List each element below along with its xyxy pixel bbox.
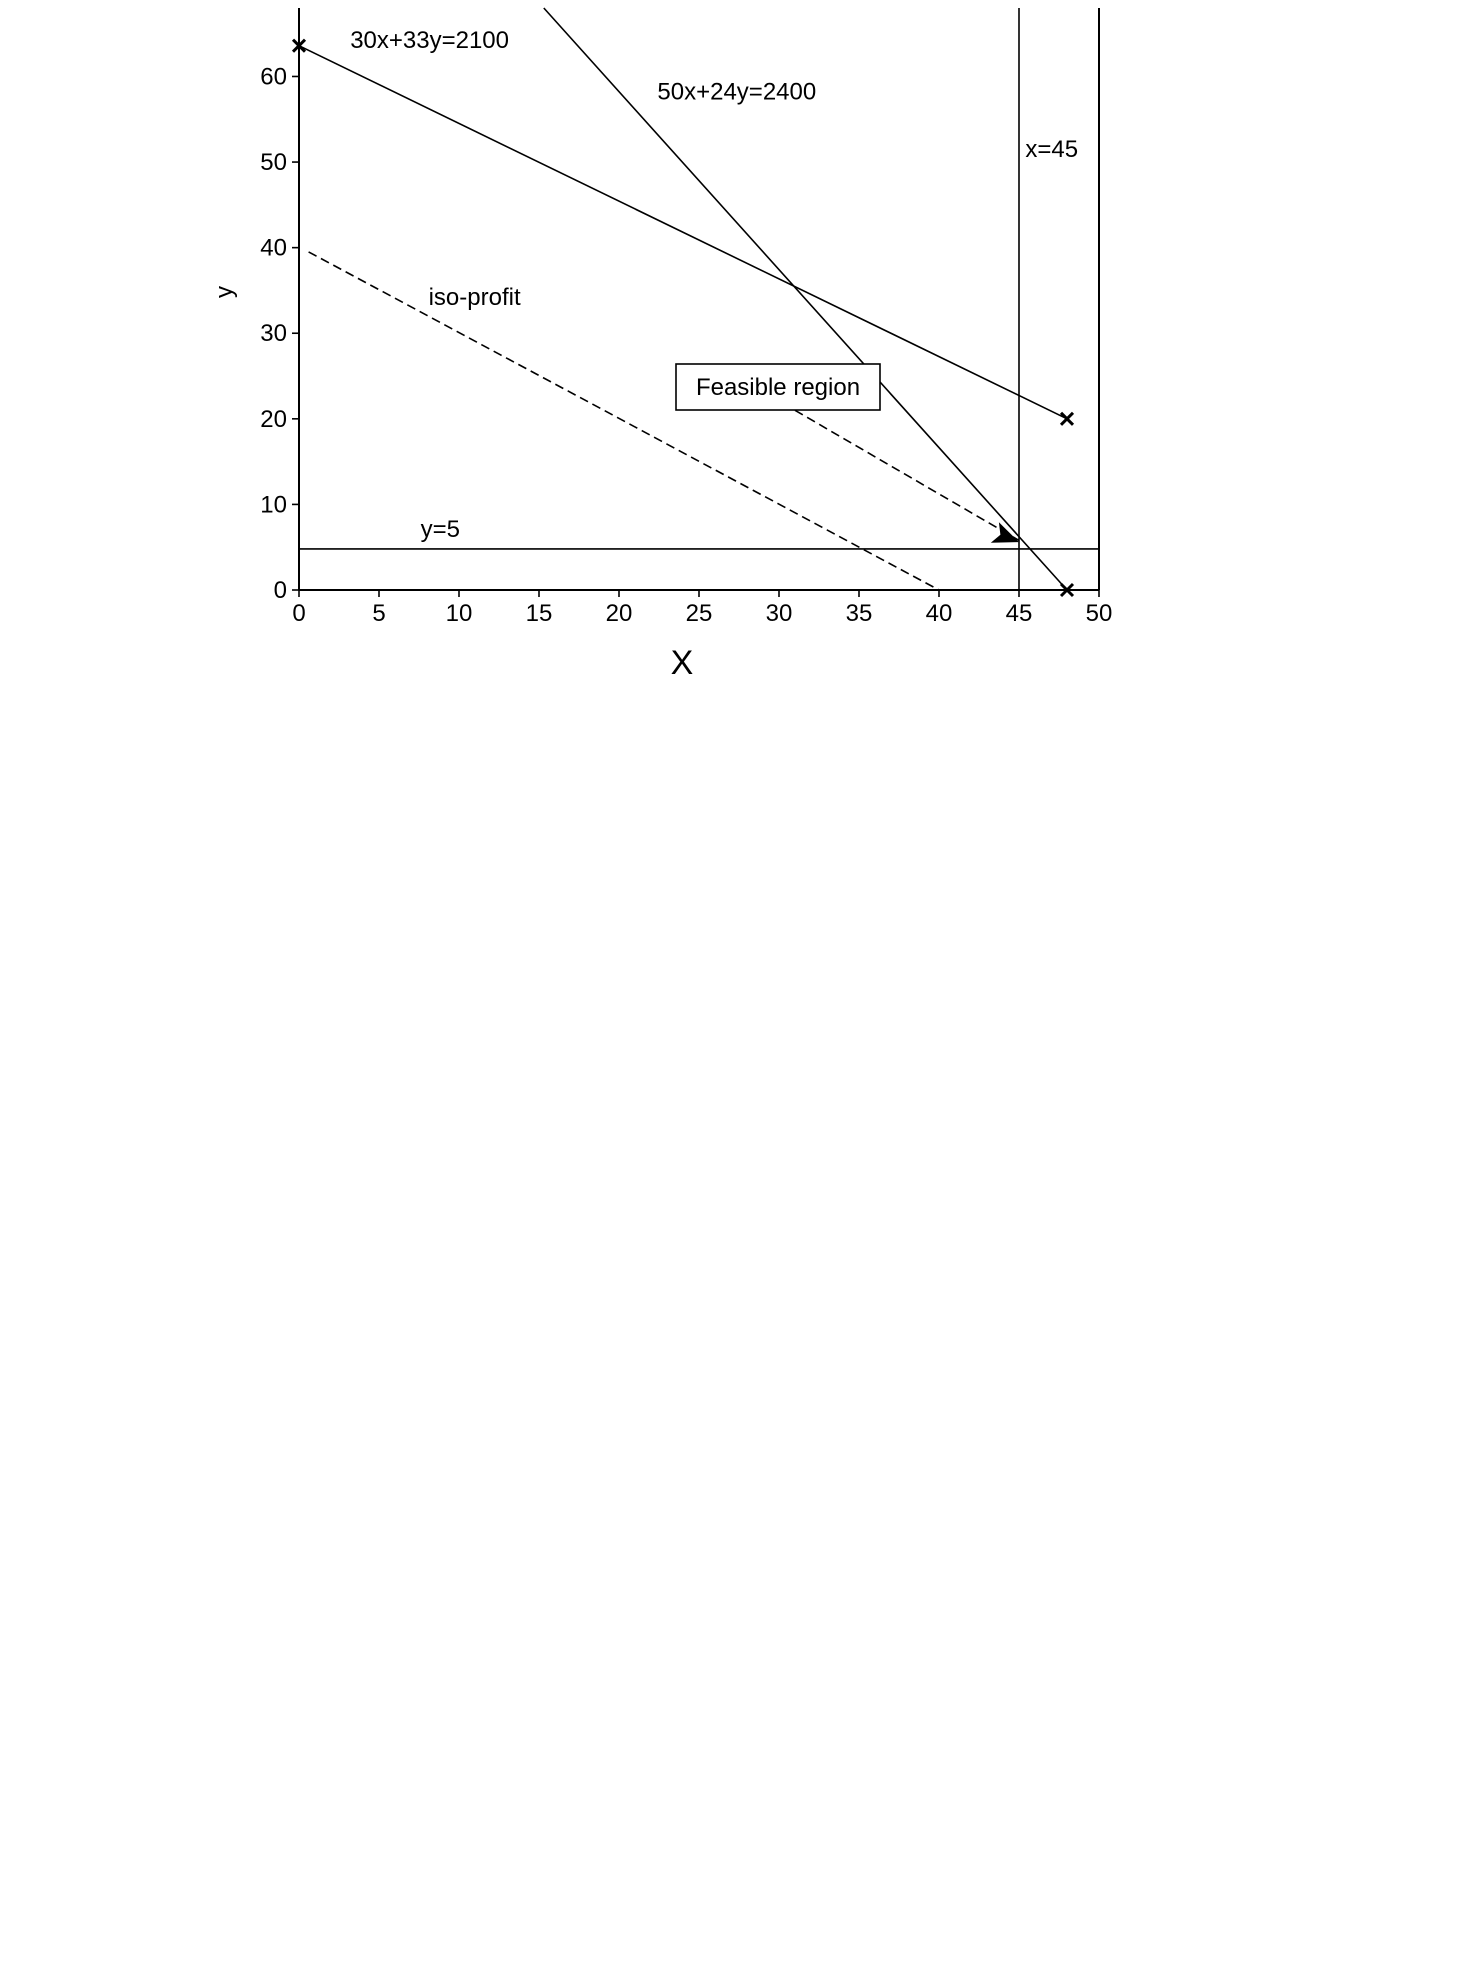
series-line-iso-profit bbox=[309, 252, 939, 590]
x-tick-label: 5 bbox=[372, 600, 386, 627]
annotation-y-5: y=5 bbox=[420, 515, 460, 543]
x-tick-label: 40 bbox=[925, 600, 953, 627]
annotation-iso-profit: iso-profit bbox=[428, 283, 521, 311]
y-tick-label: 10 bbox=[260, 491, 287, 519]
annotation-50x-24y-2400: 50x+24y=2400 bbox=[657, 78, 817, 106]
x-marker bbox=[1061, 413, 1073, 425]
annotation-x-45: x=45 bbox=[1025, 135, 1079, 163]
x-tick-label: 25 bbox=[685, 600, 713, 627]
x-tick-label: 45 bbox=[1005, 600, 1033, 627]
x-tick-label: 15 bbox=[525, 600, 553, 627]
y-tick-label: 0 bbox=[273, 577, 287, 604]
x-tick-label: 30 bbox=[765, 600, 793, 627]
x-axis-label: X bbox=[670, 644, 694, 682]
x-tick-label: 50 bbox=[1085, 600, 1113, 627]
y-tick-label: 50 bbox=[260, 149, 287, 177]
y-tick-label: 60 bbox=[260, 63, 287, 91]
x-tick-label: 0 bbox=[292, 600, 306, 627]
y-tick-label: 30 bbox=[260, 320, 287, 348]
lp-feasible-region-chart bbox=[0, 0, 1470, 760]
x-tick-label: 20 bbox=[605, 600, 633, 627]
series-line-iso-profit-shift bbox=[795, 410, 1019, 540]
x-tick-label: 10 bbox=[445, 600, 473, 627]
y-tick-label: 40 bbox=[260, 234, 287, 262]
tick-layer bbox=[260, 63, 1112, 627]
y-tick-label: 20 bbox=[260, 405, 287, 433]
annotation-30x-33y-2100: 30x+33y=2100 bbox=[350, 27, 510, 55]
x-tick-label: 35 bbox=[845, 600, 873, 627]
marker-layer bbox=[293, 40, 1073, 596]
annotation-layer bbox=[350, 27, 1078, 543]
feasible-region-label: Feasible region bbox=[695, 374, 861, 401]
y-axis-label: y bbox=[211, 286, 238, 298]
